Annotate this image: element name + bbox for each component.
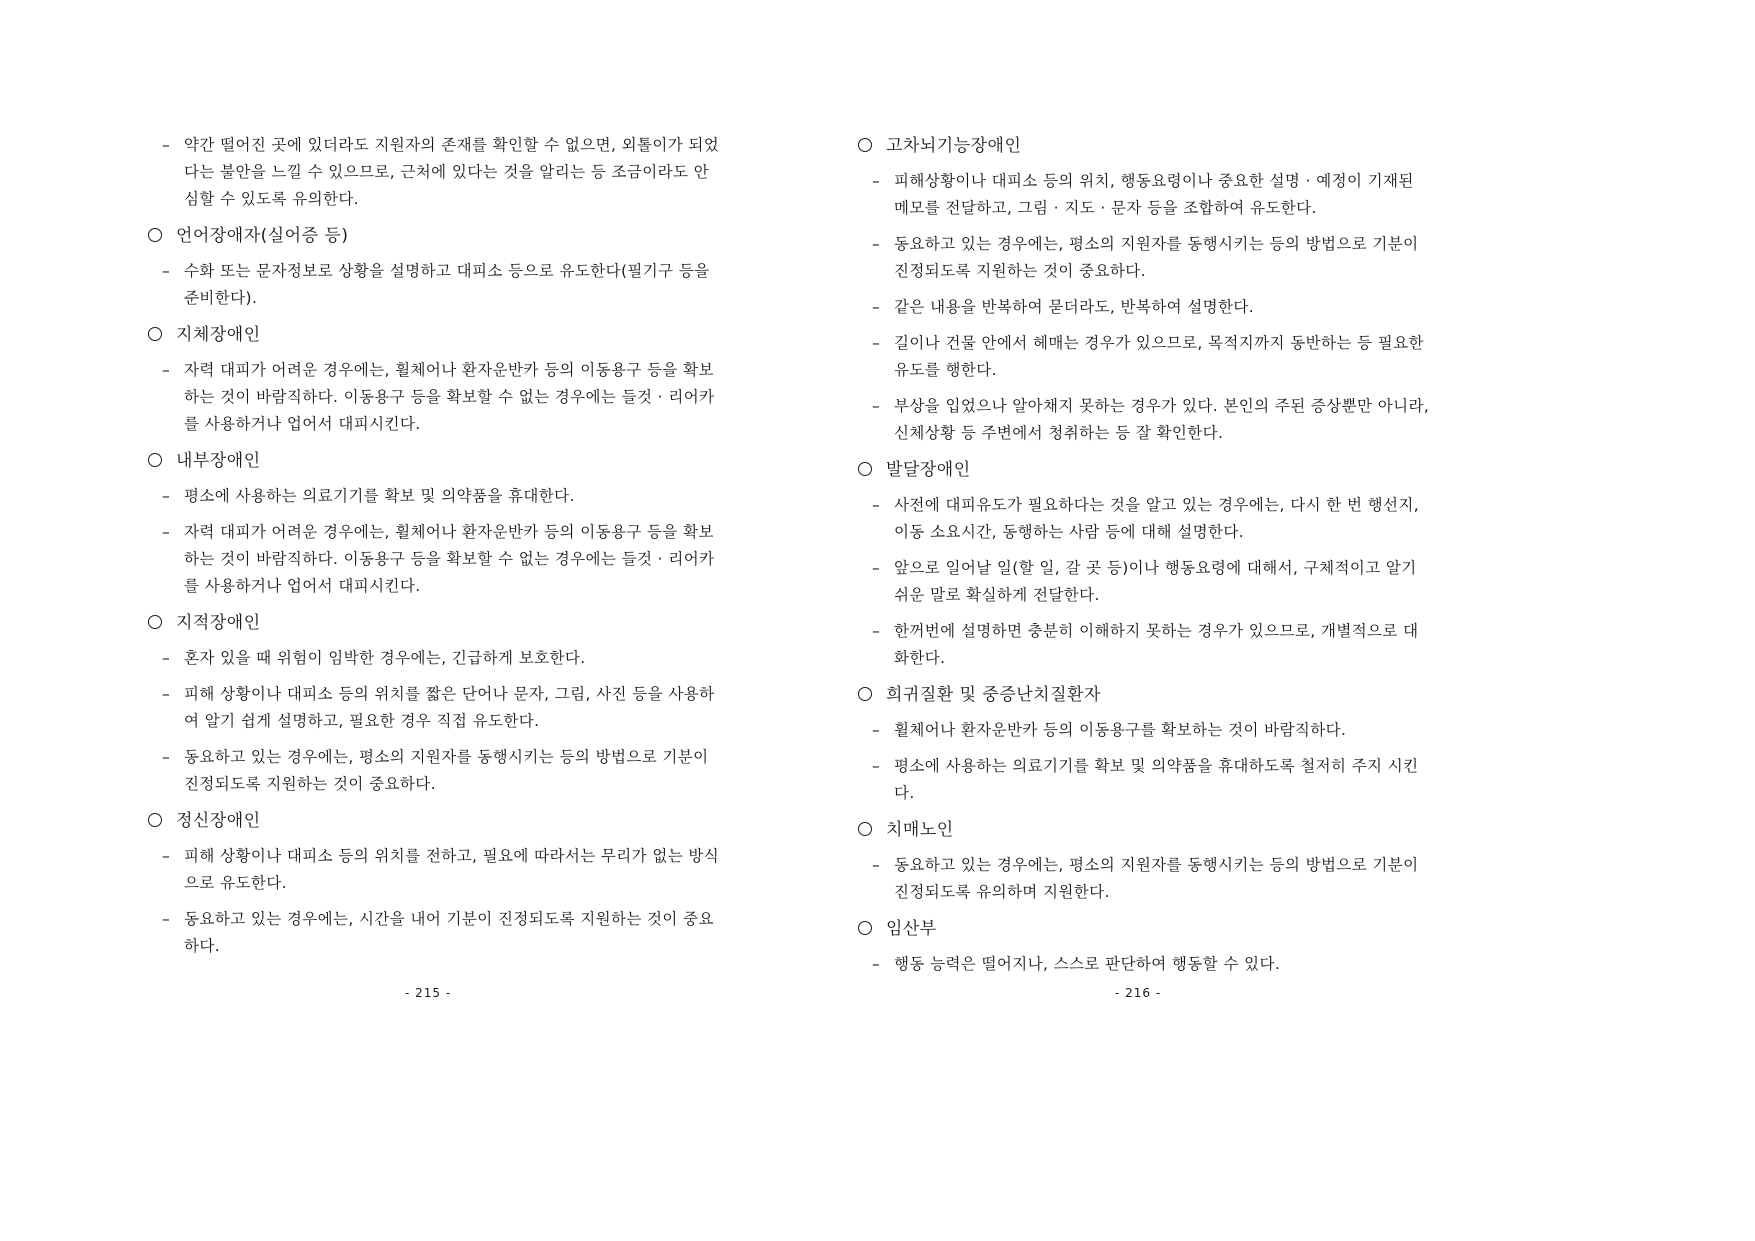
circle-bullet-icon [148,453,162,467]
list-item [858,330,1433,384]
list-item [858,852,1433,906]
list-item-text: 자력 대피가 어려운 경우에는, 휠체어나 환자운반카 등의 이동용구 등을 확보하는 것이 바람직하다. 이동용구 등을 확보할 수 없는 경우에는 들것 · 리어카를 사용하거나 업어서 대피시킨다. [184,361,715,433]
dash-bullet-icon: – [162,361,171,379]
dash-bullet-icon: – [872,298,881,316]
dash-bullet-icon: – [872,622,881,640]
list-item [148,519,723,600]
list-item [858,753,1433,807]
list-item-text: 평소에 사용하는 의료기기를 확보 및 의약품을 휴대한다. [184,487,575,505]
section-heading-text: 내부장애인 [176,451,261,471]
list-item [148,483,723,510]
circle-bullet-icon [858,921,872,935]
section-heading-text: 정신장애인 [176,811,261,831]
section-heading-text: 희귀질환 및 중증난치질환자 [886,685,1101,705]
list-item-text: 피해 상황이나 대피소 등의 위치를 짧은 단어나 문자, 그림, 사진 등을 사용하여 알기 쉽게 설명하고, 필요한 경우 직접 유도한다. [184,685,715,730]
list-item-text: 사전에 대피유도가 필요하다는 것을 알고 있는 경우에는, 다시 한 번 행선지, 이동 소요시간, 동행하는 사람 등에 대해 설명한다. [894,496,1420,541]
list-item-text: 동요하고 있는 경우에는, 시간을 내어 기분이 진정되도록 지원하는 것이 중요하다. [184,910,714,955]
section-heading [148,609,723,637]
section-heading-text: 발달장애인 [886,460,971,480]
dash-bullet-icon: – [872,757,881,775]
section-heading [148,222,723,250]
section-heading-text: 임산부 [886,919,937,939]
list-item [148,744,723,798]
list-item-text: 휠체어나 환자운반카 등의 이동용구를 확보하는 것이 바람직하다. [894,721,1347,739]
list-item [858,555,1433,609]
dash-bullet-icon: – [162,748,171,766]
list-item [858,951,1433,978]
list-item [858,618,1433,672]
list-item-text: 동요하고 있는 경우에는, 평소의 지원자를 동행시키는 등의 방법으로 기분이 진정되도록 유의하며 지원한다. [894,856,1419,901]
list-item-text: 피해상황이나 대피소 등의 위치, 행동요령이나 중요한 설명 · 예정이 기재된 메모를 전달하고, 그림 · 지도 · 문자 등을 조합하여 유도한다. [894,172,1414,217]
dash-bullet-icon: – [162,487,171,505]
left-page-number: - 215 - [405,986,452,1000]
dash-bullet-icon: – [872,856,881,874]
list-item [148,132,723,213]
dash-bullet-icon: – [872,955,881,973]
section-heading [148,807,723,835]
section-heading [148,447,723,475]
list-item [858,393,1433,447]
dash-bullet-icon: – [872,334,881,352]
right-page-number: - 216 - [1115,986,1162,1000]
list-item-text: 행동 능력은 떨어지나, 스스로 판단하여 행동할 수 있다. [894,955,1281,973]
list-item [858,492,1433,546]
circle-bullet-icon [858,822,872,836]
dash-bullet-icon: – [162,523,171,541]
dash-bullet-icon: – [162,685,171,703]
list-item-text: 자력 대피가 어려운 경우에는, 휠체어나 환자운반카 등의 이동용구 등을 확보하는 것이 바람직하다. 이동용구 등을 확보할 수 없는 경우에는 들것 · 리어카를 사용하거나 업어서 대피시킨다. [184,523,715,595]
dash-bullet-icon: – [162,649,171,667]
dash-bullet-icon: – [872,235,881,253]
section-heading-text: 지적장애인 [176,613,261,633]
circle-bullet-icon [148,615,162,629]
list-item [858,717,1433,744]
left-page [148,132,723,969]
list-item [148,357,723,438]
dash-bullet-icon: – [872,172,881,190]
section-heading-text: 언어장애자(실어증 등) [176,226,349,246]
list-item [148,681,723,735]
list-item-text: 같은 내용을 반복하여 묻더라도, 반복하여 설명한다. [894,298,1255,316]
list-item [148,645,723,672]
list-item-text: 부상을 입었으나 알아채지 못하는 경우가 있다. 본인의 주된 증상뿐만 아니라, 신체상황 등 주변에서 청취하는 등 잘 확인한다. [894,397,1430,442]
circle-bullet-icon [148,813,162,827]
list-item-text: 앞으로 일어날 일(할 일, 갈 곳 등)이나 행동요령에 대해서, 구체적이고 알기 쉬운 말로 확실하게 전달한다. [894,559,1417,604]
list-item-text: 한꺼번에 설명하면 충분히 이해하지 못하는 경우가 있으므로, 개별적으로 대화한다. [894,622,1419,667]
dash-bullet-icon: – [872,559,881,577]
list-item [858,231,1433,285]
section-heading [858,132,1433,160]
circle-bullet-icon [148,228,162,242]
list-item-text: 수화 또는 문자정보로 상황을 설명하고 대피소 등으로 유도한다(필기구 등을 준비한다). [184,262,710,307]
circle-bullet-icon [858,138,872,152]
list-item [858,168,1433,222]
dash-bullet-icon: – [162,910,171,928]
dash-bullet-icon: – [872,397,881,415]
list-item [148,843,723,897]
section-heading [858,816,1433,844]
list-item-text: 피해 상황이나 대피소 등의 위치를 전하고, 필요에 따라서는 무리가 없는 방식으로 유도한다. [184,847,720,892]
right-page [858,132,1433,987]
circle-bullet-icon [858,462,872,476]
section-heading-text: 치매노인 [886,820,954,840]
list-item [148,258,723,312]
circle-bullet-icon [858,687,872,701]
section-heading [858,681,1433,709]
dash-bullet-icon: – [162,262,171,280]
list-item-text: 약간 떨어진 곳에 있더라도 지원자의 존재를 확인할 수 없으면, 외톨이가 되었다는 불안을 느낄 수 있으므로, 근처에 있다는 것을 알리는 등 조금이라도 안심할 수 있도록 유의한다. [184,136,720,208]
list-item-text: 혼자 있을 때 위험이 임박한 경우에는, 긴급하게 보호한다. [184,649,586,667]
section-heading [858,915,1433,943]
dash-bullet-icon: – [872,496,881,514]
section-heading-text: 지체장애인 [176,325,261,345]
dash-bullet-icon: – [162,136,171,154]
list-item [148,906,723,960]
section-heading [148,321,723,349]
section-heading [858,456,1433,484]
list-item-text: 동요하고 있는 경우에는, 평소의 지원자를 동행시키는 등의 방법으로 기분이 진정되도록 지원하는 것이 중요하다. [894,235,1419,280]
list-item-text: 평소에 사용하는 의료기기를 확보 및 의약품을 휴대하도록 철저히 주지 시킨다. [894,757,1419,802]
list-item-text: 동요하고 있는 경우에는, 평소의 지원자를 동행시키는 등의 방법으로 기분이 진정되도록 지원하는 것이 중요하다. [184,748,709,793]
list-item [858,294,1433,321]
circle-bullet-icon [148,327,162,341]
list-item-text: 길이나 건물 안에서 헤매는 경우가 있으므로, 목적지까지 동반하는 등 필요한 유도를 행한다. [894,334,1424,379]
dash-bullet-icon: – [872,721,881,739]
dash-bullet-icon: – [162,847,171,865]
section-heading-text: 고차뇌기능장애인 [886,136,1022,156]
